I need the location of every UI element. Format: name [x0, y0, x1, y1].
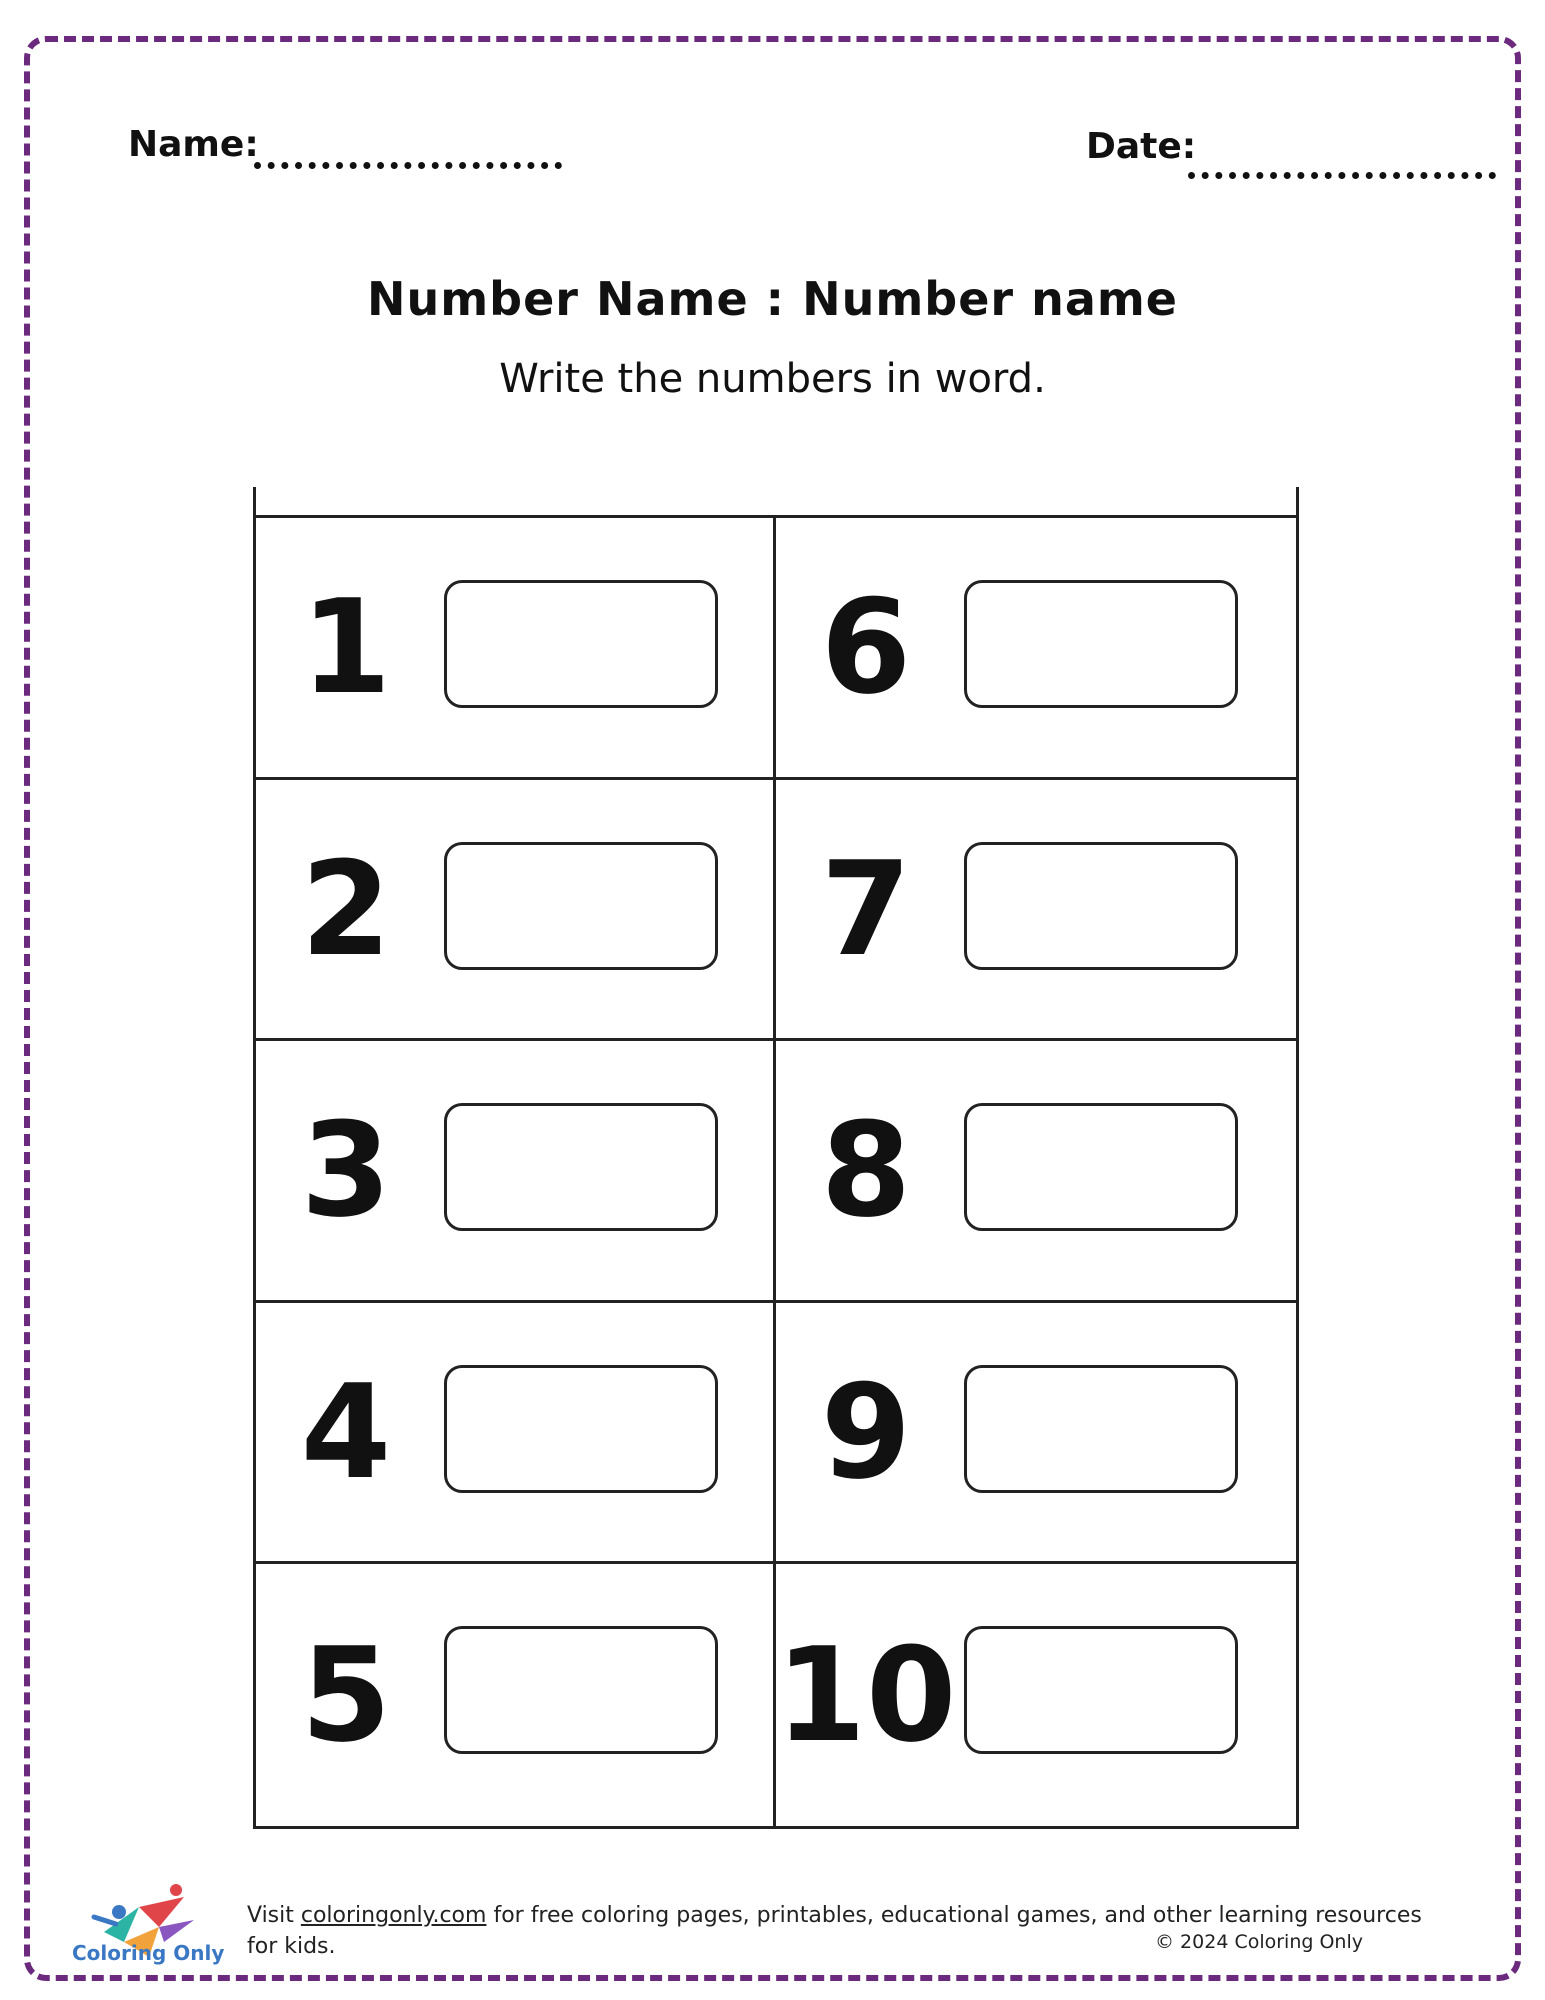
footer-visit-prefix: Visit: [247, 1903, 301, 1928]
answer-box[interactable]: [444, 842, 718, 970]
grid-cell: [776, 1303, 1296, 1565]
answer-box[interactable]: [964, 580, 1238, 708]
number-label: 3: [300, 1094, 392, 1247]
copyright-text: © 2024 Coloring Only: [1155, 1931, 1363, 1953]
answer-box[interactable]: [444, 1626, 718, 1754]
number-label: 4: [300, 1356, 392, 1509]
instruction-text: Write the numbers in word.: [499, 356, 1046, 402]
grid-cell: [256, 1564, 776, 1826]
number-label: 8: [820, 1094, 912, 1247]
answer-box[interactable]: [444, 580, 718, 708]
number-label: 9: [820, 1356, 912, 1509]
logo-text: Coloring Only: [72, 1941, 225, 1965]
grid-cell: [776, 1041, 1296, 1303]
date-field[interactable]: [1188, 172, 1496, 179]
grid-cell: [256, 518, 776, 780]
number-label: 10: [775, 1619, 957, 1772]
grid-top-tick-left: [253, 487, 256, 517]
footer-visit-suffix: for free coloring pages, printables, educational games, and other learning resources for kids.: [247, 1903, 1422, 1959]
number-label: 1: [300, 571, 392, 724]
grid-cell: [256, 1303, 776, 1565]
coloringonly-link[interactable]: coloringonly.com: [300, 1903, 487, 1928]
grid-cell: [776, 1564, 1296, 1826]
grid-cell: [776, 518, 1296, 780]
grid-top-tick-right: [1296, 487, 1299, 517]
page-title: Number Name : Number name: [366, 272, 1179, 326]
answer-box[interactable]: [964, 1626, 1238, 1754]
name-field[interactable]: [254, 162, 562, 169]
name-label: Name:: [128, 124, 259, 165]
answer-box[interactable]: [444, 1365, 718, 1493]
number-grid: [253, 515, 1299, 1829]
date-label: Date:: [1086, 126, 1197, 167]
grid-cell: [256, 1041, 776, 1303]
number-label: 5: [300, 1619, 392, 1772]
answer-box[interactable]: [444, 1103, 718, 1231]
grid-cell: [256, 780, 776, 1042]
answer-box[interactable]: [964, 1365, 1238, 1493]
number-label: 7: [820, 832, 912, 985]
grid-cell: [776, 780, 1296, 1042]
number-label: 2: [300, 832, 392, 985]
number-label: 6: [820, 571, 912, 724]
answer-box[interactable]: [964, 1103, 1238, 1231]
answer-box[interactable]: [964, 842, 1238, 970]
